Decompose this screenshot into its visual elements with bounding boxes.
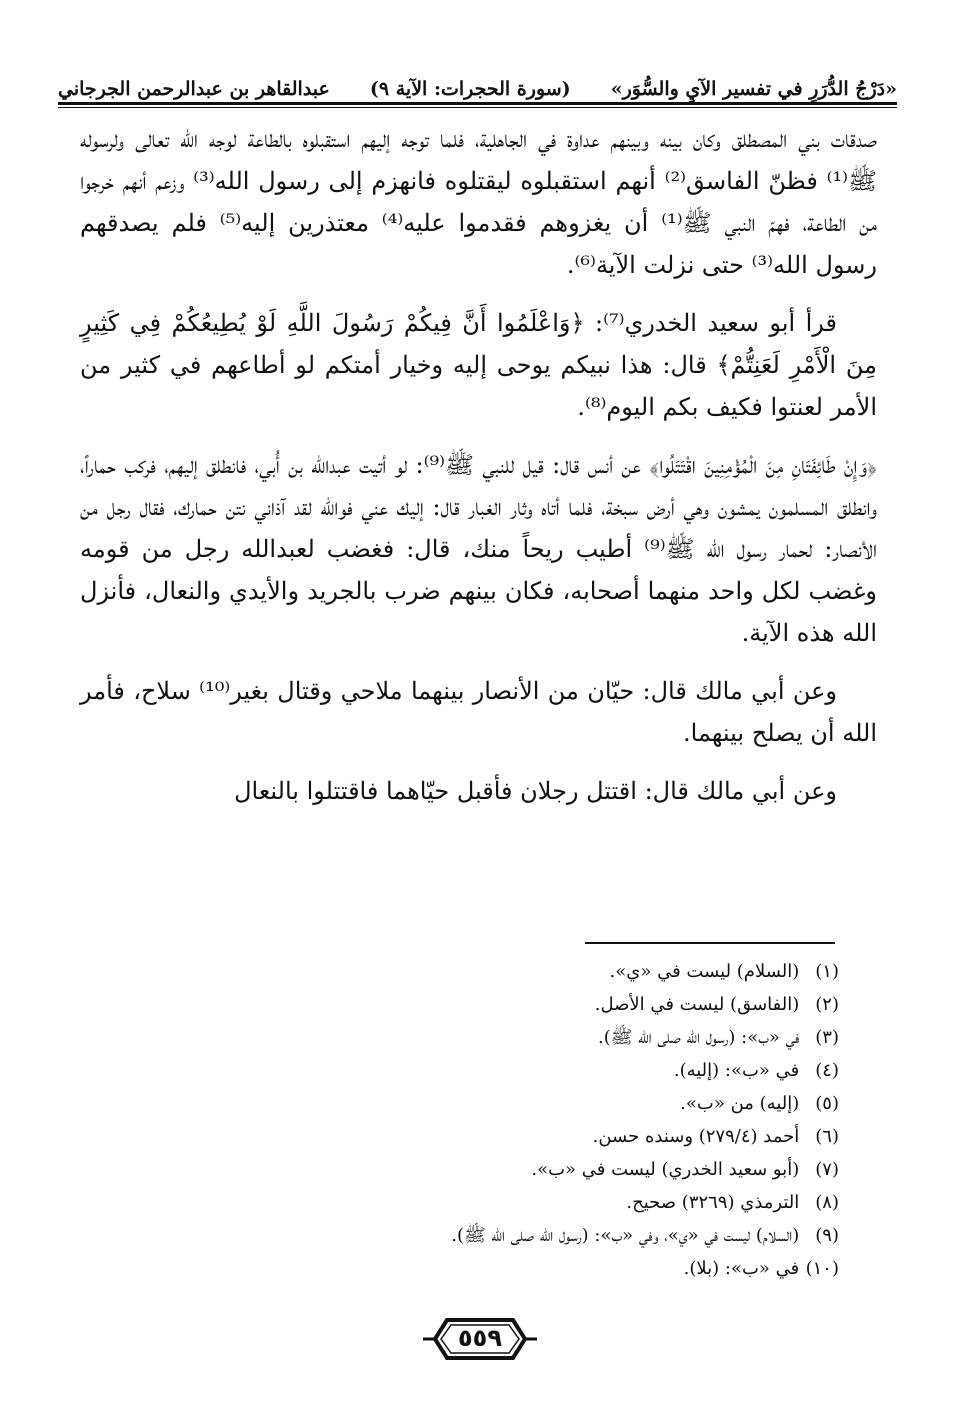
footnote-item	[140, 1186, 839, 1219]
footnote-item	[140, 1021, 839, 1054]
page-number: ٥٥٩	[458, 1324, 502, 1352]
footnote-item	[140, 1120, 839, 1153]
main-text	[80, 118, 877, 828]
footnote-text: في «ب»: (إليه).	[673, 1060, 800, 1081]
footnote-number: (٩)	[815, 1225, 839, 1246]
footnote-item	[140, 1054, 839, 1087]
footnote-text: (الفاسق) ليست في الأصل.	[594, 994, 800, 1015]
footnote-item	[140, 1252, 839, 1285]
paragraph: قرأ أبو سعيد الخدري⁽⁷⁾: ﴿وَاعْلَمُوا أَنَّ فِيكُمْ رَسُولَ اللَّهِ لَوْ يُطِيعُكُمْ فِي كَثِيرٍ مِنَ الْأَمْرِ لَعَنِتُّمْ﴾ قال: هذا نبيكم يوحى إليه وخيار أمتكم لو أطاعهم في كثير من الأمر لعنتوا فكيف بكم اليوم⁽⁸⁾.	[80, 309, 877, 421]
footnote-number: (٢)	[815, 994, 839, 1015]
paragraph: ﴿وَإِنْ طَائِفَتَانِ مِنَ الْمُؤْمِنِينَ اقْتَتَلُوا﴾ عن أنس قال: قيل للنبي ﷺ⁽⁹⁾: لو أتيت عبدالله بن أُبي، فانطلق إليهم، فركب حماراً، وانطلق المسلمون يمشون وهي أرض سبخة، فلما أتاه وثار الغبار قال: إليك عني فوالله لقد آذاني نتن حمارك، فقال رجل من الأنصار: لحمار رسول الله ﷺ⁽⁹⁾ أطيب ريحاً منك، قال: فغضب لعبدالله رجل من قومه وغضب لكل واحد منهما أصحابه، فكان بينهم ضرب بالجريد والأيدي والنعال، فأنزل الله هذه الآية.	[80, 451, 878, 647]
footnote-number: (٤)	[815, 1060, 839, 1081]
footnote-item	[140, 1087, 839, 1120]
footnote-text: (السلام) ليست في «ي»، وفي «ب»: (رسول الله صلى الله ﷺ).	[451, 1225, 800, 1246]
footnote-number: (٧)	[815, 1159, 839, 1180]
header-rule-thick	[58, 102, 897, 105]
footnote-text: (أبو سعيد الخدري) ليست في «ب».	[531, 1159, 800, 1180]
footnote-item	[140, 955, 839, 988]
footnote-item	[140, 1153, 839, 1186]
footnote-number: (٨)	[815, 1192, 839, 1213]
header-author: عبدالقاهر بن عبدالرحمن الجرجاني	[58, 78, 330, 100]
footnote-text: في «ب»: (بلا).	[683, 1258, 800, 1279]
footnote-item	[140, 1219, 839, 1252]
footnotes	[140, 955, 839, 1285]
footnote-number: (٣)	[815, 1027, 839, 1048]
footnote-number: (٦)	[815, 1126, 839, 1147]
footnote-number: (١٠)	[805, 1258, 839, 1279]
header-surah-ref: (سورة الحجرات: الآية ٩)	[369, 78, 571, 100]
footnote-text: أحمد (٢٧٩/٤) وسنده حسن.	[592, 1126, 800, 1147]
footnote-text: (إليه) من «ب».	[680, 1093, 800, 1114]
footnote-separator	[585, 942, 835, 944]
footnote-text: في «ب»: (رسول الله صلى الله ﷺ).	[597, 1027, 800, 1048]
footnote-text: الترمذي (٣٢٦٩) صحيح.	[626, 1192, 800, 1213]
footnote-number: (٥)	[815, 1093, 839, 1114]
header-rule-thin	[58, 107, 897, 108]
footnote-number: (١)	[815, 961, 839, 982]
paragraph: صدقات بني المصطلق وكان بينه وبينهم عداوة في الجاهلية، فلما توجه إليهم استقبلوه بالطاعة لوجه الله تعالى ولرسوله ﷺ⁽¹⁾ فظنّ الفاسق⁽²⁾ أنهم استقبلوه ليقتلوه فانهزم إلى رسول الله⁽³⁾ وزعم أنهم خرجوا من الطاعة، فهمّ النبي ﷺ⁽¹⁾ أن يغزوهم فقدموا عليه⁽⁴⁾ معتذرين إليه⁽⁵⁾ فلم يصدقهم رسول الله⁽³⁾ حتى نزلت الآية⁽⁶⁾.	[80, 125, 877, 279]
footnote-text: (السلام) ليست في «ي».	[609, 961, 800, 982]
header-book-title: «دَرْجُ الدُّرَرِ في تفسير الآيِ والسُّوَر»	[610, 78, 897, 100]
paragraph: وعن أبي مالك قال: حيّان من الأنصار بينهما ملاحي وقتال بغير⁽¹⁰⁾ سلاح، فأمر الله أن يصلح بينهما.	[80, 677, 877, 747]
paragraph: وعن أبي مالك قال: اقتتل رجلان فأقبل حيّاهما فاقتتلوا بالنعال	[234, 777, 837, 805]
page-number-ornament	[421, 1314, 539, 1364]
footnote-item	[140, 988, 839, 1021]
running-header	[58, 62, 897, 100]
